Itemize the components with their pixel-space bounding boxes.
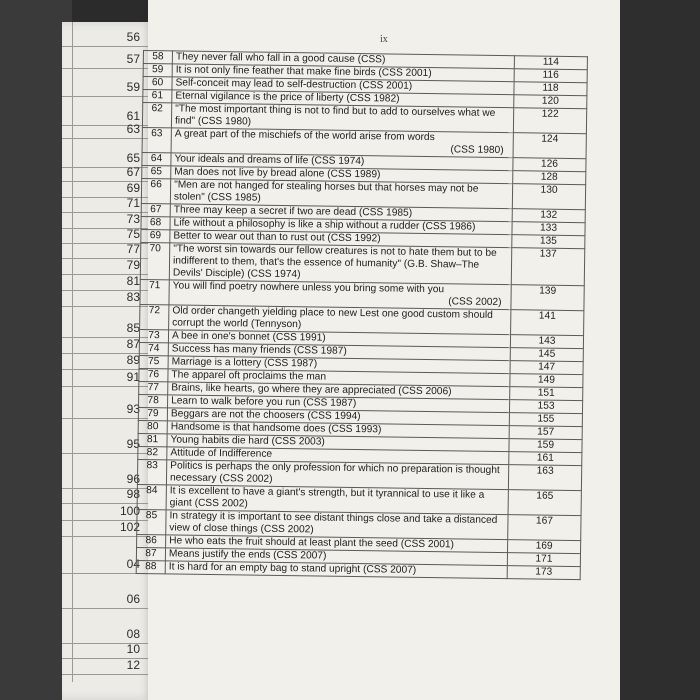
previous-page-number: 95 bbox=[126, 437, 140, 451]
entry-page: 149 bbox=[510, 374, 583, 388]
entry-number: 74 bbox=[139, 342, 168, 355]
entry-number: 79 bbox=[138, 407, 167, 420]
entry-page: 157 bbox=[509, 426, 582, 440]
row-rule bbox=[62, 608, 154, 609]
entry-page: 169 bbox=[508, 540, 581, 554]
contents-table bbox=[136, 50, 588, 580]
entry-page: 135 bbox=[512, 235, 585, 249]
previous-page-number: 06 bbox=[126, 592, 140, 606]
row-rule bbox=[62, 125, 154, 126]
entry-page: 118 bbox=[514, 82, 587, 96]
previous-page-number: 69 bbox=[126, 181, 140, 195]
entry-page: 133 bbox=[512, 222, 585, 236]
entry-title: Handsome is that handsome does (CSS 1993) bbox=[170, 421, 382, 436]
entry-page: 159 bbox=[509, 439, 582, 453]
entry-source: (CSS 2002) bbox=[448, 296, 502, 309]
entry-number: 88 bbox=[136, 560, 165, 573]
previous-page-number: 63 bbox=[126, 122, 140, 136]
entry-title: "The worst sin towards our fellow creatures is not to hate them but to be indifferent to them, that's the essence of humanity" (G.B. Shaw–The Devils' Disciple) (CSS 1974) bbox=[172, 243, 497, 281]
entry-number: 81 bbox=[138, 433, 167, 446]
entry-number: 73 bbox=[139, 329, 168, 342]
entry-number: 63 bbox=[142, 127, 171, 152]
entry-page: 153 bbox=[509, 400, 582, 414]
entry-page: 165 bbox=[508, 490, 581, 516]
previous-page-number: 85 bbox=[126, 321, 140, 335]
row-rule bbox=[62, 674, 154, 675]
entry-number: 69 bbox=[141, 229, 170, 242]
previous-page-number: 08 bbox=[126, 627, 140, 641]
entry-title: He who eats the fruit should at least plant the seed (CSS 2001) bbox=[169, 535, 455, 551]
table-row bbox=[140, 242, 584, 285]
previous-page-number: 93 bbox=[126, 402, 140, 416]
row-rule bbox=[62, 643, 154, 644]
entry-page: 141 bbox=[511, 310, 584, 336]
entry-number: 85 bbox=[137, 509, 166, 534]
entry-page: 124 bbox=[513, 133, 586, 159]
column-rule bbox=[72, 22, 73, 682]
entry-page: 143 bbox=[510, 335, 583, 349]
entry-page: 137 bbox=[511, 248, 585, 286]
backdrop-right bbox=[620, 0, 700, 700]
entry-page: 173 bbox=[507, 566, 580, 580]
entry-page: 139 bbox=[511, 285, 584, 311]
entry-page: 114 bbox=[514, 56, 587, 70]
entry-title: It is not only fine feather that make fine birds (CSS 2001) bbox=[175, 64, 432, 80]
entry-title: In strategy it is important to see distant things close and take a distanced view of close things (CSS 2002) bbox=[169, 510, 498, 536]
entry-number: 62 bbox=[142, 103, 171, 128]
entry-title: Politics is perhaps the only profession for which no preparation is thought necessary (CSS 2002) bbox=[169, 460, 500, 485]
entry-title: Success has many friends (CSS 1987) bbox=[171, 343, 347, 357]
entry-number: 75 bbox=[139, 355, 168, 368]
entry-title: Life without a philosophy is like a ship without a rudder (CSS 1986) bbox=[173, 217, 476, 233]
previous-page-number: 57 bbox=[126, 52, 140, 66]
entry-page: 163 bbox=[508, 465, 581, 491]
row-rule bbox=[62, 46, 154, 47]
entry-number: 84 bbox=[137, 484, 166, 509]
entry-number: 87 bbox=[136, 547, 165, 560]
entry-title: "The most important thing is not to find but to add to ourselves what we find" (CSS 1980) bbox=[174, 103, 496, 128]
entry-number: 59 bbox=[143, 64, 172, 77]
entry-title: Your ideals and dreams of life (CSS 1974) bbox=[174, 153, 365, 168]
entry-title: It is excellent to have a giant's strength, but it tyrannical to use it like a giant (CSS 2002) bbox=[169, 485, 485, 510]
entry-title: Means justify the ends (CSS 2007) bbox=[168, 548, 327, 562]
previous-page-number: 73 bbox=[126, 212, 140, 226]
entry-number: 60 bbox=[143, 77, 172, 90]
page-number-roman: ix bbox=[380, 34, 388, 45]
previous-page-number: 79 bbox=[126, 258, 140, 272]
previous-page-number: 10 bbox=[126, 642, 140, 656]
previous-page-number: 91 bbox=[126, 370, 140, 384]
entry-number: 71 bbox=[140, 279, 169, 304]
entry-page: 130 bbox=[512, 184, 585, 210]
entry-number: 76 bbox=[139, 368, 168, 381]
entry-title-cell bbox=[169, 243, 511, 285]
entry-number: 66 bbox=[141, 178, 170, 203]
entry-title: Attitude of Indifference bbox=[170, 447, 273, 460]
previous-page-number: 89 bbox=[126, 353, 140, 367]
row-rule bbox=[62, 658, 154, 659]
previous-page-number: 71 bbox=[126, 196, 140, 210]
entry-number: 80 bbox=[138, 420, 167, 433]
previous-page-number: 87 bbox=[126, 337, 140, 351]
entry-number: 67 bbox=[141, 203, 170, 216]
entry-page: 147 bbox=[510, 361, 583, 375]
entry-title: Beggars are not the choosers (CSS 1994) bbox=[170, 408, 361, 423]
previous-page-number: 98 bbox=[126, 487, 140, 501]
entry-page: 132 bbox=[512, 209, 585, 223]
entry-title: A bee in one's bonnet (CSS 1991) bbox=[171, 330, 326, 344]
entry-number: 64 bbox=[142, 152, 171, 165]
entry-page: 171 bbox=[507, 553, 580, 567]
entry-title: Young habits die hard (CSS 2003) bbox=[170, 434, 325, 448]
entry-number: 58 bbox=[143, 51, 172, 64]
entry-number: 70 bbox=[140, 242, 170, 279]
previous-page-number: 61 bbox=[126, 109, 140, 123]
entry-number: 78 bbox=[139, 394, 168, 407]
entry-number: 65 bbox=[142, 165, 171, 178]
previous-page-number: 83 bbox=[126, 290, 140, 304]
previous-page-number: 75 bbox=[126, 227, 140, 241]
previous-page-number: 04 bbox=[126, 557, 140, 571]
entry-page: 155 bbox=[509, 413, 582, 427]
entry-number: 82 bbox=[138, 446, 167, 459]
entry-page: 128 bbox=[513, 171, 586, 185]
entry-page: 167 bbox=[508, 515, 581, 541]
entry-number: 86 bbox=[137, 534, 166, 547]
entry-title: The apparel oft proclaims the man bbox=[171, 369, 327, 383]
entry-title: Better to wear out than to rust out (CSS 1992) bbox=[173, 230, 381, 245]
previous-page-number: 67 bbox=[126, 165, 140, 179]
row-rule bbox=[62, 167, 154, 168]
entry-title: Self-conceit may lead to self-destruction (CSS 2001) bbox=[175, 77, 413, 92]
entry-number: 77 bbox=[139, 381, 168, 394]
entry-title: Eternal vigilance is the price of liberty (CSS 1982) bbox=[175, 90, 400, 105]
entry-title: Three may keep a secret if two are dead (CSS 1985) bbox=[173, 204, 413, 219]
entry-title: Brains, like hearts, go where they are appreciated (CSS 2006) bbox=[171, 382, 452, 398]
entry-page: 145 bbox=[510, 348, 583, 362]
entry-number: 68 bbox=[141, 216, 170, 229]
previous-page-number: 81 bbox=[126, 274, 140, 288]
previous-page-number: 12 bbox=[126, 658, 140, 672]
previous-page-number: 56 bbox=[126, 30, 140, 44]
entry-page: 116 bbox=[514, 69, 587, 83]
row-rule bbox=[62, 96, 154, 97]
previous-page-number: 77 bbox=[126, 242, 140, 256]
entry-title: Marriage is a lottery (CSS 1987) bbox=[171, 356, 318, 370]
previous-page-number: 59 bbox=[126, 80, 140, 94]
entry-page: 122 bbox=[513, 108, 586, 134]
entry-title: A great part of the mischiefs of the world arise from words bbox=[174, 128, 435, 144]
previous-page-number: 100 bbox=[119, 504, 140, 518]
entry-source: (CSS 1980) bbox=[450, 144, 504, 157]
entry-title: "Men are not hanged for stealing horses but that horses may not be stolen" (CSS 1985) bbox=[173, 179, 479, 204]
entry-title: You will find poetry nowhere unless you bring some with you bbox=[172, 280, 445, 296]
entry-number: 83 bbox=[137, 459, 166, 484]
entry-title: It is hard for an empty bag to stand upright (CSS 2007) bbox=[168, 561, 417, 576]
entry-page: 161 bbox=[509, 452, 582, 466]
entry-title: Learn to walk before you run (CSS 1987) bbox=[171, 395, 357, 410]
entry-title: They never fall who fall in a good cause (CSS) bbox=[175, 51, 386, 66]
entry-page: 120 bbox=[514, 95, 587, 109]
row-rule bbox=[62, 138, 154, 139]
entry-page: 151 bbox=[510, 387, 583, 401]
entry-page: 126 bbox=[513, 158, 586, 172]
previous-page-number: 65 bbox=[126, 151, 140, 165]
entry-title: Man does not live by bread alone (CSS 1989) bbox=[174, 166, 381, 181]
entry-title: Old order changeth yielding place to new Lest one good custom should corrupt the world (Tennyson) bbox=[172, 305, 493, 331]
previous-page-number: 102 bbox=[119, 520, 140, 534]
row-rule bbox=[62, 68, 154, 69]
entry-number: 61 bbox=[143, 90, 172, 103]
entry-number: 72 bbox=[140, 304, 169, 329]
previous-page-number: 96 bbox=[126, 472, 140, 486]
